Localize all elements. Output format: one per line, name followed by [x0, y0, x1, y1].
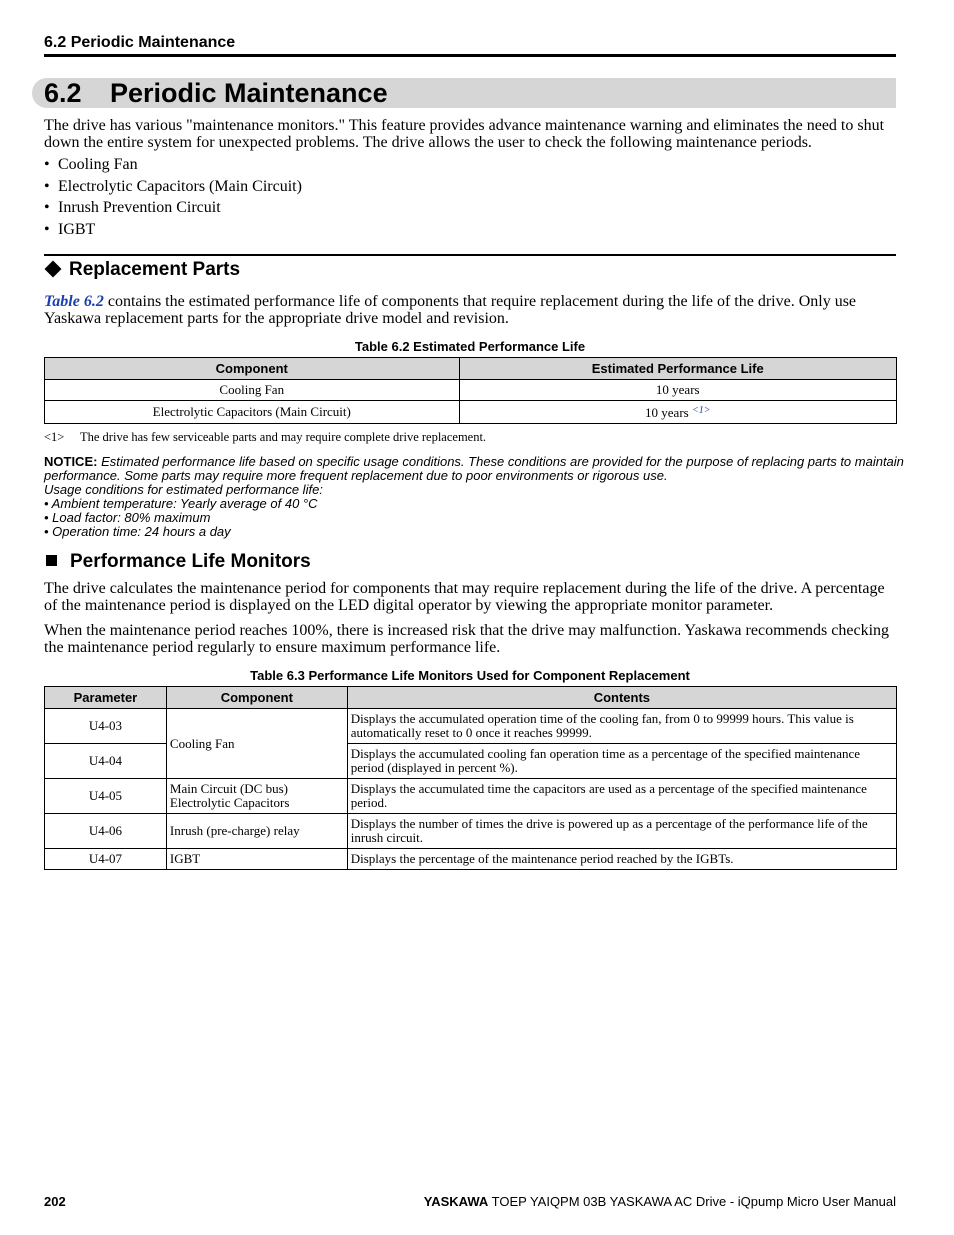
life-cell: 10 years $^{<1>}$ [459, 401, 897, 424]
table-header-row [45, 358, 897, 380]
replacement-parts-paragraph: Table 6.2 contains the estimated performance life of components that require replacement during the life of the drive. Only use Yaskawa replacement parts for the appropriate drive model and revision. [44, 293, 857, 327]
parameter-cell: U4-05 [45, 779, 167, 814]
contents-cell: Displays the number of times the drive is powered up as a percentage of the performance life of the inrush circuit. [347, 814, 896, 849]
performance-monitors-heading: Performance Life Monitors [44, 551, 311, 573]
usage-conditions-title: Usage conditions for estimated performance life: [44, 482, 323, 497]
maintenance-list [44, 156, 302, 242]
notice-label: NOTICE: [44, 454, 98, 469]
parameter-cell: U4-04 [45, 744, 167, 779]
list-item: • Inrush Prevention Circuit [44, 199, 221, 216]
footer-title [424, 1194, 896, 1209]
table-6-2-link[interactable]: Table 6.2 [44, 293, 104, 310]
intro-paragraph: The drive has various "maintenance monitors." This feature provides advance maintenance warning and eliminates the need to shut down the entire system for unexpected problems. The drive allows the user to check the following maintenance periods. [44, 117, 885, 151]
table-6-2-caption: Table 6.2 Estimated Performance Life [354, 339, 586, 354]
footnote-mark: <1> [44, 430, 65, 444]
monitors-paragraph-2: When the maintenance period reaches 100%, there is increased risk that the drive may malfunction. Yaskawa recommends checking the maintenance period regularly to ensure maximum performance life. [44, 622, 890, 656]
component-cell: Cooling Fan [166, 709, 347, 779]
table-row [45, 709, 897, 744]
life-cell: 10 years [459, 380, 897, 401]
column-header: Estimated Performance Life [459, 358, 897, 380]
notice-text: Estimated performance life based on specific usage conditions. These conditions are provided for the purpose of replacing parts to maintain performance. Some parts may require more frequent replacement due to poor environments or rigorous use. [44, 454, 904, 483]
component-cell: Inrush (pre-charge) relay [166, 814, 347, 849]
column-header: Contents [347, 687, 896, 709]
component-cell: Electrolytic Capacitors (Main Circuit) [45, 401, 460, 424]
contents-cell: Displays the accumulated time the capacitors are used as a percentage of the specified maintenance period. [347, 779, 896, 814]
running-head: 6.2 Periodic Maintenance [44, 34, 236, 51]
component-cell: Cooling Fan [45, 380, 460, 401]
table-row [45, 380, 897, 401]
table-6-3-caption: Table 6.3 Performance Life Monitors Used for Component Replacement [250, 668, 690, 683]
list-item: • Electrolytic Capacitors (Main Circuit) [44, 177, 302, 195]
list-item: • IGBT [44, 220, 96, 238]
table-row [45, 401, 897, 424]
contents-cell: Displays the percentage of the maintenance period reached by the IGBTs. [347, 849, 896, 870]
table-row [45, 814, 897, 849]
component-cell: IGBT [166, 849, 347, 870]
footer-brand: YASKAWA [423, 1194, 489, 1209]
section-title: Periodic Maintenance [110, 78, 388, 108]
footnote [44, 430, 486, 445]
parameter-cell: U4-03 [45, 709, 167, 744]
replacement-parts-heading: Replacement Parts [44, 259, 240, 281]
subsection-rule [44, 254, 896, 256]
table-header-row [45, 687, 897, 709]
footnote-text: The drive has few serviceable parts and may require complete drive replacement. [80, 430, 487, 444]
notice-block [44, 455, 904, 539]
square-icon [46, 555, 57, 566]
table-row [45, 849, 897, 870]
page-number: 202 [44, 1194, 66, 1209]
contents-cell: Displays the accumulated operation time of the cooling fan, from 0 to 99999 hours. This value is automatically reset to 0 once it reaches 99999. [347, 709, 896, 744]
footer-manual: TOEP YAIQPM 03B YASKAWA AC Drive - iQpump Micro User Manual [488, 1194, 896, 1209]
usage-condition: • Load factor: 80% maximum [44, 510, 211, 525]
table-row [45, 779, 897, 814]
column-header: Component [166, 687, 347, 709]
header-rule [44, 54, 896, 57]
component-cell: Main Circuit (DC bus) Electrolytic Capacitors [166, 779, 347, 814]
performance-life-table [44, 357, 897, 424]
parameter-cell: U4-06 [45, 814, 167, 849]
monitor-parameters-table [44, 686, 897, 870]
contents-cell: Displays the accumulated cooling fan operation time as a percentage of the specified maintenance period (displayed in percent %). [347, 744, 896, 779]
usage-condition: • Operation time: 24 hours a day [44, 524, 231, 539]
usage-condition: • Ambient temperature: Yearly average of 40 °C [44, 496, 318, 511]
column-header: Component [45, 358, 460, 380]
column-header: Parameter [45, 687, 167, 709]
list-item: • Cooling Fan [44, 156, 138, 173]
section-number: 6.2 [44, 78, 82, 108]
footnote-reference-link[interactable]: <1> [691, 405, 711, 416]
monitors-paragraph-1: The drive calculates the maintenance period for components that may require replacement during the life of the drive. A percentage of the maintenance period is displayed on the LED digital operator by viewing the appropriate monitor parameter. [44, 580, 885, 614]
diamond-icon [45, 260, 62, 277]
parameter-cell: U4-07 [45, 849, 167, 870]
